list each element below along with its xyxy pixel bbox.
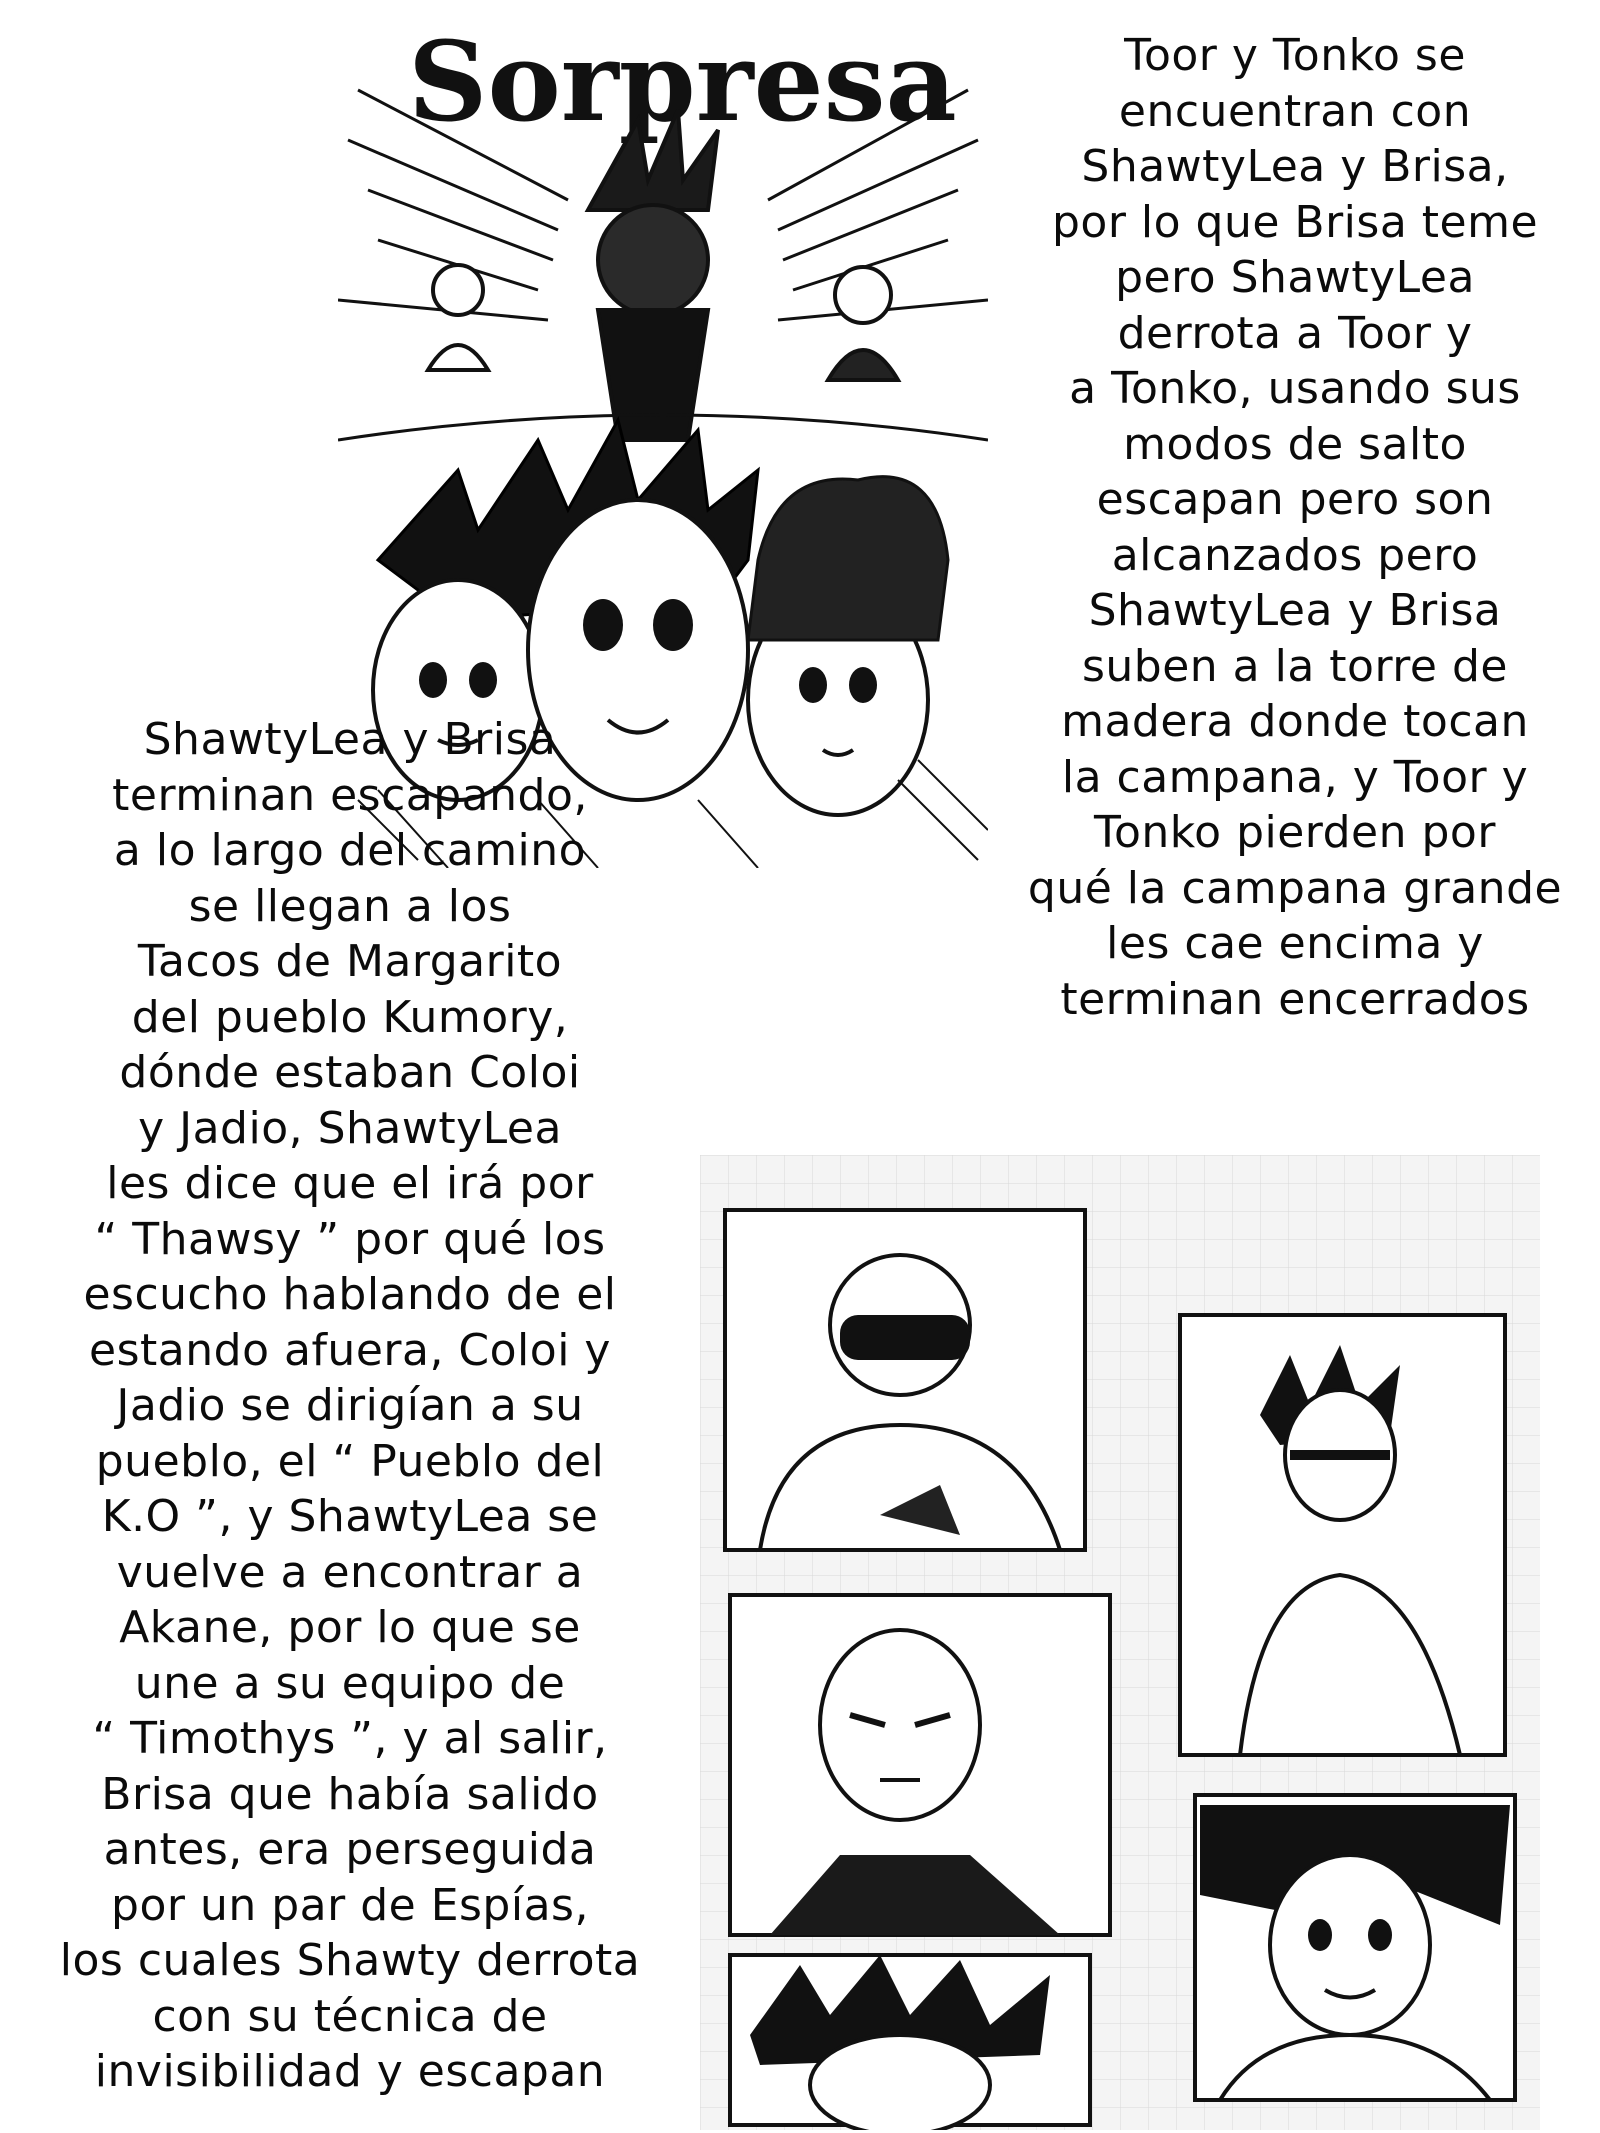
narration-line: “ Timothys ”, y al salir, bbox=[92, 1713, 608, 1764]
narration-line: madera donde tocan bbox=[1061, 696, 1529, 747]
narration-line: ShawtyLea y Brisa, bbox=[1081, 141, 1509, 192]
character-sketch-panels bbox=[700, 1155, 1540, 2130]
narration-line: K.O ”, y ShawtyLea se bbox=[101, 1491, 599, 1542]
narration-line: y Jadio, ShawtyLea bbox=[138, 1102, 562, 1154]
narration-line: escucho hablando de el bbox=[83, 1269, 617, 1320]
narration-line: Toor y Tonko se bbox=[1124, 30, 1466, 81]
narration-line: invisibilidad y escapan bbox=[94, 2046, 606, 2097]
panel-title: Sorpresa bbox=[408, 17, 957, 146]
narration-line: pueblo, el “ Pueblo del bbox=[95, 1435, 605, 1487]
narration-line: qué la campana grande bbox=[1027, 862, 1563, 914]
sketch-panels-drawing bbox=[700, 1155, 1540, 2130]
narration-line: encuentran con bbox=[1118, 85, 1472, 137]
narration-line: alcanzados pero bbox=[1111, 529, 1479, 581]
sketch-panel-dark-hair bbox=[730, 1955, 1090, 2130]
narration-line: a lo largo del camino bbox=[113, 825, 587, 876]
narration-line: terminan encerrados bbox=[1060, 973, 1530, 1025]
narration-line: ShawtyLea y Brisa bbox=[143, 714, 557, 765]
narration-line: ShawtyLea y Brisa bbox=[1088, 585, 1502, 636]
narration-line: del pueblo Kumory, bbox=[131, 991, 569, 1043]
narration-line: pero ShawtyLea bbox=[1115, 252, 1475, 303]
narration-line: antes, era perseguida bbox=[103, 1824, 597, 1875]
right-narration-block bbox=[990, 28, 1600, 1027]
narration-line: Brisa que había salido bbox=[101, 1768, 599, 1820]
narration-line: escapan pero son bbox=[1096, 474, 1494, 525]
sketch-panel-spiky bbox=[1180, 1315, 1505, 1755]
narration-line: estando afuera, Coloi y bbox=[89, 1324, 611, 1376]
narration-line: suben a la torre de bbox=[1082, 640, 1508, 692]
narration-line: Jadio se dirigían a su bbox=[116, 1380, 584, 1431]
sketch-panel-smiling bbox=[1195, 1795, 1515, 2100]
narration-line: dónde estaban Coloi bbox=[119, 1047, 581, 1098]
narration-line: modos de salto bbox=[1123, 418, 1467, 470]
narration-line: “ Thawsy ” por qué los bbox=[94, 1213, 606, 1265]
sketch-panel-goggles bbox=[725, 1210, 1085, 1550]
narration-line: derrota a Toor y bbox=[1117, 307, 1473, 359]
narration-line: les cae encima y bbox=[1106, 918, 1484, 969]
narration-line: se llegan a los bbox=[188, 880, 512, 932]
narration-line: Tacos de Margarito bbox=[137, 936, 563, 987]
left-narration-block bbox=[20, 712, 680, 2100]
narration-line: Tonko pierden por bbox=[1094, 807, 1496, 858]
narration-line: vuelve a encontrar a bbox=[116, 1546, 584, 1598]
narration-line: une a su equipo de bbox=[134, 1657, 566, 1709]
narration-line: la campana, y Toor y bbox=[1061, 751, 1529, 803]
narration-line: les dice que el irá por bbox=[106, 1158, 594, 1209]
narration-line: con su técnica de bbox=[152, 1990, 548, 2042]
narration-line: por lo que Brisa teme bbox=[1051, 196, 1539, 248]
narration-line: por un par de Espías, bbox=[111, 1879, 589, 1931]
sketch-panel-bald bbox=[730, 1595, 1110, 1935]
narration-line: los cuales Shawty derrota bbox=[59, 1935, 641, 1986]
narration-line: a Tonko, usando sus bbox=[1069, 363, 1521, 414]
narration-line: terminan escapando, bbox=[112, 769, 588, 821]
narration-line: Akane, por lo que se bbox=[119, 1602, 581, 1653]
